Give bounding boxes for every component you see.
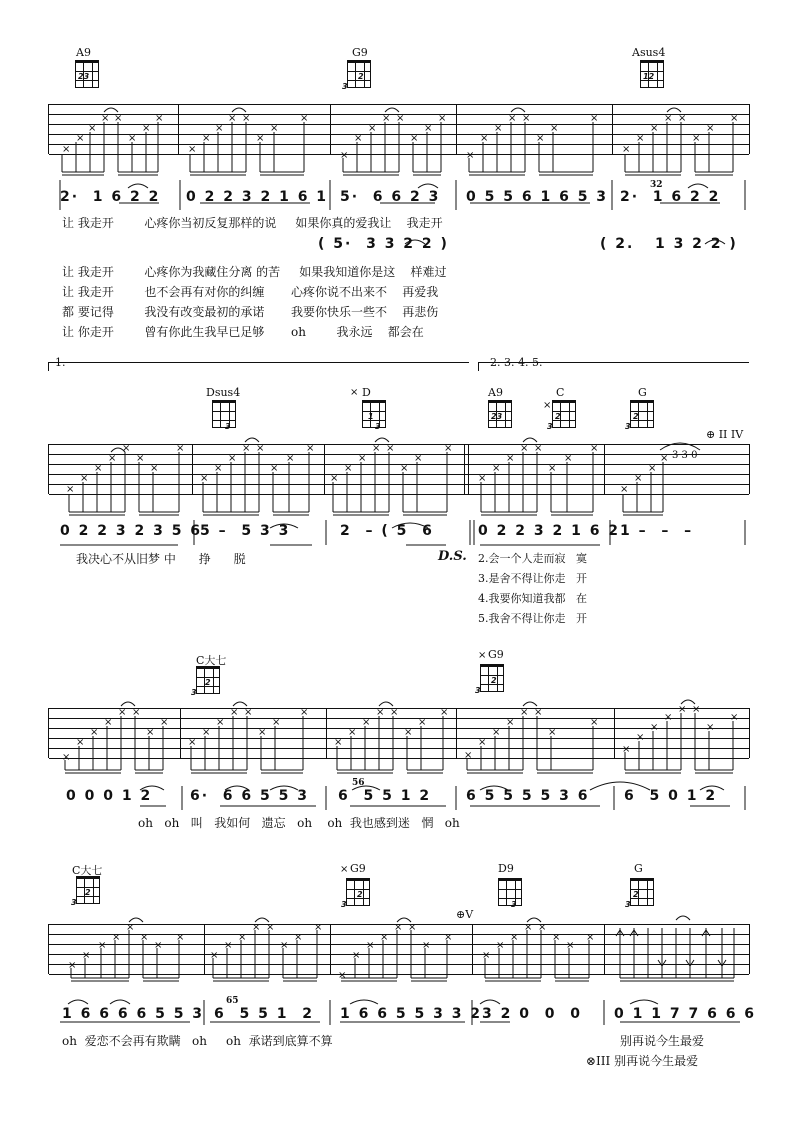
numbered-measure: 2· 1 6 2 2 bbox=[620, 189, 721, 205]
svg-text:×: × bbox=[664, 712, 673, 723]
svg-text:×: × bbox=[386, 443, 395, 454]
svg-text:×: × bbox=[372, 443, 381, 454]
svg-text:×: × bbox=[176, 443, 185, 454]
svg-text:×: × bbox=[552, 932, 561, 943]
svg-text:×: × bbox=[66, 484, 75, 495]
svg-text:×: × bbox=[112, 932, 121, 943]
svg-text:×: × bbox=[352, 950, 361, 961]
numbered-measure: 1 – – – bbox=[620, 523, 694, 539]
svg-text:×: × bbox=[534, 707, 543, 718]
svg-text:×: × bbox=[256, 133, 265, 144]
lyric-line: 让 我走开 心疼你当初反复那样的说 如果你真的爱我让 我走开 bbox=[62, 216, 443, 230]
svg-text:×: × bbox=[438, 113, 447, 124]
svg-text:×: × bbox=[142, 123, 151, 134]
svg-text:×: × bbox=[620, 484, 629, 495]
svg-text:×: × bbox=[258, 727, 267, 738]
svg-text:×: × bbox=[215, 123, 224, 134]
svg-text:×: × bbox=[188, 737, 197, 748]
numbered-sub-measure: ( 2. 1 3 2 2 ) bbox=[600, 236, 738, 252]
muted-string-marker: × bbox=[340, 864, 349, 875]
svg-text:×: × bbox=[496, 940, 505, 951]
chord-diagram-g9-3: 2 3 bbox=[346, 878, 370, 906]
svg-text:×: × bbox=[466, 150, 475, 161]
svg-text:×: × bbox=[80, 473, 89, 484]
svg-text:×: × bbox=[586, 932, 595, 943]
lyric-line: 我决心不从旧梦 中 挣 脱 bbox=[76, 552, 246, 566]
svg-text:×: × bbox=[122, 443, 131, 454]
numbered-measure: 0 2 2 3 2 1 6 1 bbox=[186, 189, 329, 205]
svg-text:×: × bbox=[242, 113, 251, 124]
svg-text:×: × bbox=[126, 922, 135, 933]
numbered-measure: 6 5 5 1 2 bbox=[338, 788, 432, 804]
svg-text:×: × bbox=[636, 133, 645, 144]
svg-text:×: × bbox=[82, 950, 91, 961]
fret-numbers: 3 3 0 bbox=[672, 450, 698, 461]
chord-diagram-d9: 3 bbox=[498, 878, 522, 906]
svg-text:×: × bbox=[228, 113, 237, 124]
svg-text:×: × bbox=[510, 932, 519, 943]
chord-name-g: G bbox=[638, 386, 647, 399]
svg-text:×: × bbox=[590, 113, 599, 124]
svg-text:×: × bbox=[410, 133, 419, 144]
svg-text:×: × bbox=[150, 463, 159, 474]
svg-text:×: × bbox=[396, 113, 405, 124]
numbered-measure: 5· 6 6 2 3 bbox=[340, 189, 441, 205]
svg-text:×: × bbox=[94, 463, 103, 474]
svg-text:×: × bbox=[590, 443, 599, 454]
svg-text:×: × bbox=[566, 940, 575, 951]
svg-text:×: × bbox=[68, 960, 77, 971]
svg-text:×: × bbox=[444, 443, 453, 454]
svg-text:×: × bbox=[118, 707, 127, 718]
svg-text:×: × bbox=[692, 133, 701, 144]
svg-text:×: × bbox=[520, 443, 529, 454]
svg-text:×: × bbox=[154, 940, 163, 951]
svg-text:×: × bbox=[508, 113, 517, 124]
numbered-measure: 0 5 5 6 1 6 5 3 bbox=[466, 189, 609, 205]
svg-text:×: × bbox=[270, 123, 279, 134]
chord-name-dsus4: Dsus4 bbox=[206, 386, 241, 399]
numbered-measure: 0 1 1 7 7 6 6 6 bbox=[614, 1006, 757, 1022]
svg-text:×: × bbox=[252, 922, 261, 933]
svg-text:×: × bbox=[634, 473, 643, 484]
numbered-measure: 6 5 5 5 5 3 6 bbox=[466, 788, 590, 804]
muted-string-marker: × bbox=[478, 650, 487, 661]
svg-text:×: × bbox=[128, 133, 137, 144]
chord-diagram-asus4: 12 bbox=[640, 60, 664, 88]
svg-text:×: × bbox=[344, 463, 353, 474]
svg-text:×: × bbox=[230, 707, 239, 718]
coda-mark: ⊕V bbox=[456, 908, 474, 921]
svg-text:×: × bbox=[522, 113, 531, 124]
svg-text:×: × bbox=[108, 453, 117, 464]
svg-text:×: × bbox=[354, 133, 363, 144]
svg-text:×: × bbox=[88, 123, 97, 134]
chord-name-a9-2: A9 bbox=[488, 386, 503, 399]
svg-text:×: × bbox=[358, 453, 367, 464]
svg-text:×: × bbox=[202, 133, 211, 144]
svg-text:×: × bbox=[730, 113, 739, 124]
svg-text:×: × bbox=[114, 113, 123, 124]
chord-diagram-dsus4: 3 bbox=[212, 400, 236, 428]
svg-text:×: × bbox=[444, 932, 453, 943]
svg-text:×: × bbox=[160, 717, 169, 728]
svg-text:×: × bbox=[266, 922, 275, 933]
svg-text:×: × bbox=[480, 133, 489, 144]
svg-text:×: × bbox=[478, 737, 487, 748]
lyric-line: 让 我走开 也不会再有对你的纠缠 心疼你说不出来不 再爱我 bbox=[62, 285, 439, 299]
numbered-measure: 2· 1 6 2 2 bbox=[60, 189, 161, 205]
svg-text:×: × bbox=[338, 970, 347, 981]
numbered-measure: 0 0 0 1 2 bbox=[66, 788, 153, 804]
svg-text:×: × bbox=[494, 123, 503, 134]
ending-lyric: 4.我要你知道我都 在 bbox=[478, 592, 587, 605]
svg-text:×: × bbox=[238, 932, 247, 943]
svg-text:×: × bbox=[224, 940, 233, 951]
svg-text:×: × bbox=[132, 707, 141, 718]
svg-text:×: × bbox=[200, 473, 209, 484]
svg-text:×: × bbox=[622, 144, 631, 155]
numbered-measure: 0 2 2 3 2 3 5 6 bbox=[60, 523, 203, 539]
svg-text:×: × bbox=[648, 463, 657, 474]
chord-name-d9: D9 bbox=[498, 862, 514, 875]
svg-text:×: × bbox=[188, 144, 197, 155]
svg-text:×: × bbox=[492, 463, 501, 474]
chord-diagram-g: 2 3 bbox=[630, 400, 654, 428]
svg-text:×: × bbox=[534, 443, 543, 454]
svg-text:×: × bbox=[506, 453, 515, 464]
svg-text:×: × bbox=[366, 940, 375, 951]
chord-diagram-g9-2: 2 3 bbox=[480, 664, 504, 692]
svg-text:×: × bbox=[482, 950, 491, 961]
svg-text:×: × bbox=[440, 707, 449, 718]
muted-string-marker: × bbox=[350, 387, 359, 398]
svg-text:×: × bbox=[294, 932, 303, 943]
volta-2-label: 2. 3. 4. 5. bbox=[490, 356, 543, 369]
svg-text:×: × bbox=[214, 463, 223, 474]
grace-note: 56 bbox=[352, 778, 365, 788]
svg-text:×: × bbox=[478, 473, 487, 484]
svg-text:×: × bbox=[706, 123, 715, 134]
svg-text:×: × bbox=[101, 113, 110, 124]
chord-diagram-a9: 23 bbox=[75, 60, 99, 88]
chord-diagram-g9: 3 2 bbox=[347, 60, 371, 88]
lyric-line: ⊗III 别再说今生最爱 bbox=[586, 1054, 699, 1068]
svg-text:×: × bbox=[524, 922, 533, 933]
svg-text:×: × bbox=[536, 133, 545, 144]
numbered-measure: 0 2 2 3 2 1 6 2 bbox=[478, 523, 621, 539]
svg-text:×: × bbox=[548, 727, 557, 738]
svg-text:×: × bbox=[76, 737, 85, 748]
svg-text:×: × bbox=[548, 463, 557, 474]
chord-diagram-a9-2: 23 bbox=[488, 400, 512, 428]
svg-text:×: × bbox=[98, 940, 107, 951]
ending-lyric: 5.我舍不得让你走 开 bbox=[478, 612, 587, 625]
svg-text:×: × bbox=[400, 463, 409, 474]
svg-text:×: × bbox=[520, 707, 529, 718]
svg-text:×: × bbox=[300, 707, 309, 718]
svg-text:×: × bbox=[404, 727, 413, 738]
svg-text:×: × bbox=[210, 950, 219, 961]
svg-text:×: × bbox=[334, 737, 343, 748]
chord-name-a9: A9 bbox=[76, 46, 91, 59]
grace-note: 65 bbox=[226, 996, 239, 1006]
svg-text:×: × bbox=[300, 113, 309, 124]
svg-text:×: × bbox=[272, 717, 281, 728]
svg-text:×: × bbox=[390, 707, 399, 718]
lyric-line: oh oh 叫 我如何 遗忘 oh oh 我也感到迷 惘 oh bbox=[138, 816, 460, 830]
svg-text:×: × bbox=[564, 453, 573, 464]
svg-text:×: × bbox=[146, 727, 155, 738]
svg-text:×: × bbox=[730, 712, 739, 723]
svg-text:×: × bbox=[314, 922, 323, 933]
chord-name-g9-2: G9 bbox=[488, 648, 504, 661]
svg-text:×: × bbox=[244, 707, 253, 718]
numbered-measure: 6 5 0 1 2 bbox=[624, 788, 718, 804]
numbered-measure: 1 6 6 6 6 5 5 3 bbox=[62, 1006, 205, 1022]
svg-text:×: × bbox=[216, 717, 225, 728]
svg-text:×: × bbox=[306, 443, 315, 454]
svg-text:×: × bbox=[422, 940, 431, 951]
svg-text:×: × bbox=[678, 704, 687, 715]
lyric-line: 都 要记得 我没有改变最初的承诺 我要你快乐一些不 再悲伤 bbox=[62, 305, 439, 319]
chord-name-c: C bbox=[556, 386, 565, 399]
svg-text:×: × bbox=[368, 123, 377, 134]
svg-text:×: × bbox=[202, 727, 211, 738]
svg-text:×: × bbox=[176, 932, 185, 943]
numbered-measure: 2 – ( 5 6 bbox=[340, 523, 434, 539]
svg-text:×: × bbox=[664, 113, 673, 124]
svg-text:×: × bbox=[650, 123, 659, 134]
numbered-measure: 5 – 5 3 3 bbox=[200, 523, 291, 539]
svg-text:×: × bbox=[348, 727, 357, 738]
svg-text:×: × bbox=[376, 707, 385, 718]
svg-text:×: × bbox=[506, 717, 515, 728]
chord-name-g9-3: G9 bbox=[350, 862, 366, 875]
chord-name-asus4: Asus4 bbox=[632, 46, 666, 59]
chord-name-cmaj7: C大七 bbox=[196, 654, 227, 667]
svg-text:×: × bbox=[62, 144, 71, 155]
svg-text:×: × bbox=[228, 453, 237, 464]
chord-diagram-cmaj7-2: 2 3 bbox=[76, 876, 100, 904]
svg-text:×: × bbox=[678, 113, 687, 124]
svg-text:×: × bbox=[104, 717, 113, 728]
numbered-measure: 6· 6 6 5 5 3 bbox=[190, 788, 310, 804]
lyric-line: 让 我走开 心疼你为我藏住分离 的苦 如果我知道你是这 样难过 bbox=[62, 265, 447, 279]
chord-name-g-2: G bbox=[634, 862, 643, 875]
svg-text:×: × bbox=[408, 922, 417, 933]
chord-diagram-g-2: 2 3 bbox=[630, 878, 654, 906]
ending-lyric: 2.会一个人走而寂 寞 bbox=[478, 552, 587, 565]
svg-text:×: × bbox=[418, 717, 427, 728]
svg-text:×: × bbox=[660, 453, 669, 464]
lyric-line: 别再说今生最爱 bbox=[620, 1034, 705, 1048]
chord-name-d: D bbox=[362, 386, 371, 399]
muted-string-marker: × bbox=[543, 400, 552, 411]
svg-text:×: × bbox=[622, 744, 631, 755]
chord-name-cmaj7-2: C大七 bbox=[72, 864, 103, 877]
ending-lyric: 3.是舍不得让你走 开 bbox=[478, 572, 587, 585]
lyric-line: 让 你走开 曾有你此生我早已足够 oh 我永远 都会在 bbox=[62, 325, 424, 339]
ds-mark: D.S. bbox=[438, 549, 467, 564]
lyric-line: oh 爱恋不会再有欺瞒 oh oh 承诺到底算不算 bbox=[62, 1034, 333, 1048]
svg-text:×: × bbox=[280, 940, 289, 951]
svg-text:×: × bbox=[256, 443, 265, 454]
svg-text:×: × bbox=[136, 453, 145, 464]
svg-text:×: × bbox=[636, 732, 645, 743]
chord-diagram-cmaj7: 2 3 bbox=[196, 666, 220, 694]
svg-text:×: × bbox=[692, 704, 701, 715]
numbered-measure: 6 5 5 1 2 bbox=[214, 1006, 314, 1022]
svg-text:×: × bbox=[424, 123, 433, 134]
svg-text:×: × bbox=[90, 727, 99, 738]
svg-text:×: × bbox=[76, 133, 85, 144]
svg-text:×: × bbox=[362, 717, 371, 728]
svg-text:×: × bbox=[270, 463, 279, 474]
svg-text:×: × bbox=[492, 727, 501, 738]
svg-text:×: × bbox=[62, 752, 71, 763]
svg-text:×: × bbox=[140, 932, 149, 943]
svg-text:×: × bbox=[650, 722, 659, 733]
numbered-measure: 1 6 6 5 5 3 3 2 bbox=[340, 1006, 483, 1022]
svg-text:×: × bbox=[464, 750, 473, 761]
grace-note: 32 bbox=[650, 180, 663, 190]
numbered-measure: 3 2 0 0 0 bbox=[482, 1006, 582, 1022]
svg-text:×: × bbox=[706, 722, 715, 733]
chord-name-g9: G9 bbox=[352, 46, 368, 59]
svg-text:×: × bbox=[330, 473, 339, 484]
svg-text:×: × bbox=[550, 123, 559, 134]
svg-text:×: × bbox=[380, 932, 389, 943]
chord-diagram-d: 1 3 bbox=[362, 400, 386, 428]
svg-text:×: × bbox=[340, 150, 349, 161]
chord-diagram-c: 2 3 bbox=[552, 400, 576, 428]
svg-text:×: × bbox=[394, 922, 403, 933]
svg-text:×: × bbox=[538, 922, 547, 933]
svg-text:×: × bbox=[155, 113, 164, 124]
svg-text:×: × bbox=[286, 453, 295, 464]
svg-text:×: × bbox=[382, 113, 391, 124]
numbered-sub-measure: ( 5· 3 3 2 2 ) bbox=[318, 236, 449, 252]
svg-text:×: × bbox=[414, 453, 423, 464]
volta-1-label: 1. bbox=[55, 356, 66, 369]
coda-mark: ⊕ II IV bbox=[706, 428, 744, 441]
svg-text:×: × bbox=[590, 717, 599, 728]
svg-text:×: × bbox=[242, 443, 251, 454]
